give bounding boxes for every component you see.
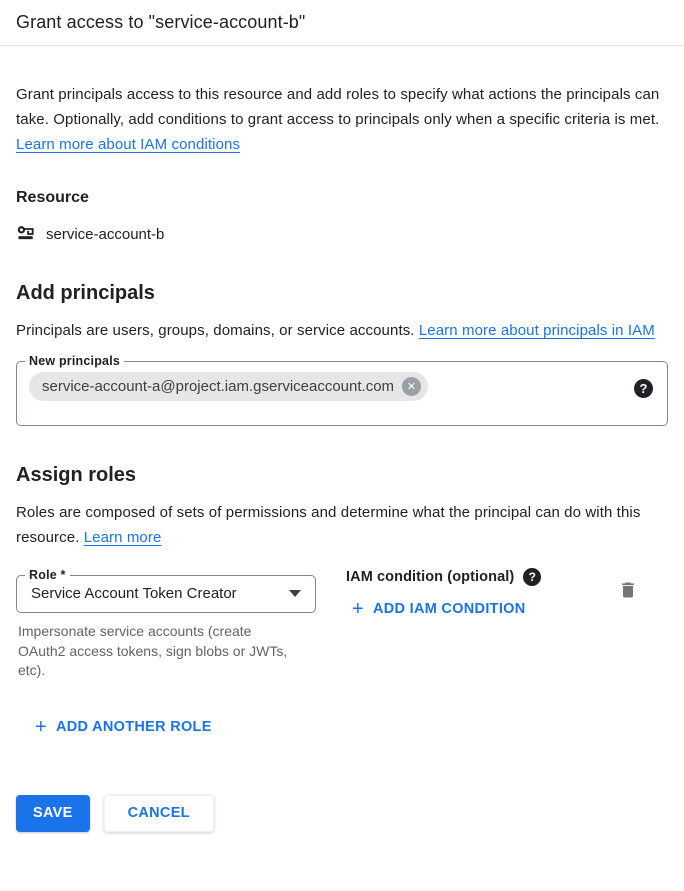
- new-principals-label: New principals: [29, 354, 121, 368]
- dialog-content: [0, 82, 684, 741]
- delete-role-button[interactable]: [614, 576, 642, 607]
- iam-condition-label-row: [346, 568, 614, 586]
- plus-icon: +: [352, 598, 364, 620]
- resource-name: service-account-b: [46, 225, 165, 243]
- new-principals-field[interactable]: [16, 354, 668, 426]
- role-select[interactable]: [16, 568, 316, 613]
- chip-remove-icon[interactable]: ✕: [402, 377, 421, 396]
- resource-row: [16, 224, 668, 244]
- trash-icon: [618, 580, 638, 600]
- roles-learn-more-link[interactable]: Learn more: [83, 529, 162, 546]
- iam-condition-column: [346, 568, 614, 623]
- add-another-role-label: ADD ANOTHER ROLE: [55, 718, 212, 735]
- role-assignment-row: [16, 568, 668, 681]
- intro-text: Grant principals access to this resource and add roles to specify what actions the principals can take. Optionally, add conditions to grant access to principals only when a specific criteria is met.: [16, 86, 660, 128]
- iam-condition-label: IAM condition (optional): [346, 569, 515, 585]
- roles-description: [16, 500, 668, 550]
- save-button[interactable]: SAVE: [16, 795, 90, 832]
- resource-heading: Resource: [16, 189, 89, 206]
- iam-condition-help-icon[interactable]: ?: [523, 568, 541, 586]
- role-select-label: Role *: [29, 568, 66, 582]
- principals-description: [16, 318, 668, 343]
- principal-chip: [29, 372, 428, 401]
- roles-text: Roles are composed of sets of permissions and determine what the principal can do with this resource.: [16, 504, 641, 546]
- role-help-text: Impersonate service accounts (create OAuth2 access tokens, sign blobs or JWTs, etc).: [18, 623, 288, 678]
- add-iam-condition-label: ADD IAM CONDITION: [372, 601, 526, 617]
- service-account-icon: [16, 224, 36, 244]
- dialog-title: Grant access to "service-account-b": [16, 12, 306, 32]
- iam-conditions-link[interactable]: Learn more about IAM conditions: [16, 136, 241, 153]
- principals-text: Principals are users, groups, domains, or service accounts.: [16, 322, 419, 339]
- principal-chip-value: service-account-a@project.iam.gserviceaccount.com: [42, 378, 395, 395]
- assign-roles-heading: Assign roles: [16, 464, 137, 486]
- dialog-header: [0, 0, 684, 46]
- role-selected-value: Service Account Token Creator: [31, 585, 237, 602]
- add-another-role-button[interactable]: [27, 713, 220, 741]
- dialog-footer: [0, 795, 684, 832]
- add-principals-heading: Add principals: [16, 282, 155, 304]
- add-iam-condition-button[interactable]: [344, 595, 534, 623]
- plus-icon: +: [35, 715, 47, 738]
- principals-link[interactable]: Learn more about principals in IAM: [418, 322, 655, 339]
- intro-paragraph: [16, 82, 668, 157]
- new-principals-input-area[interactable]: [17, 368, 667, 425]
- principals-help-icon[interactable]: ?: [634, 379, 653, 398]
- chevron-down-icon: [289, 590, 301, 597]
- role-column: [16, 568, 316, 681]
- role-select-inner[interactable]: [17, 582, 315, 612]
- cancel-button[interactable]: CANCEL: [104, 795, 214, 832]
